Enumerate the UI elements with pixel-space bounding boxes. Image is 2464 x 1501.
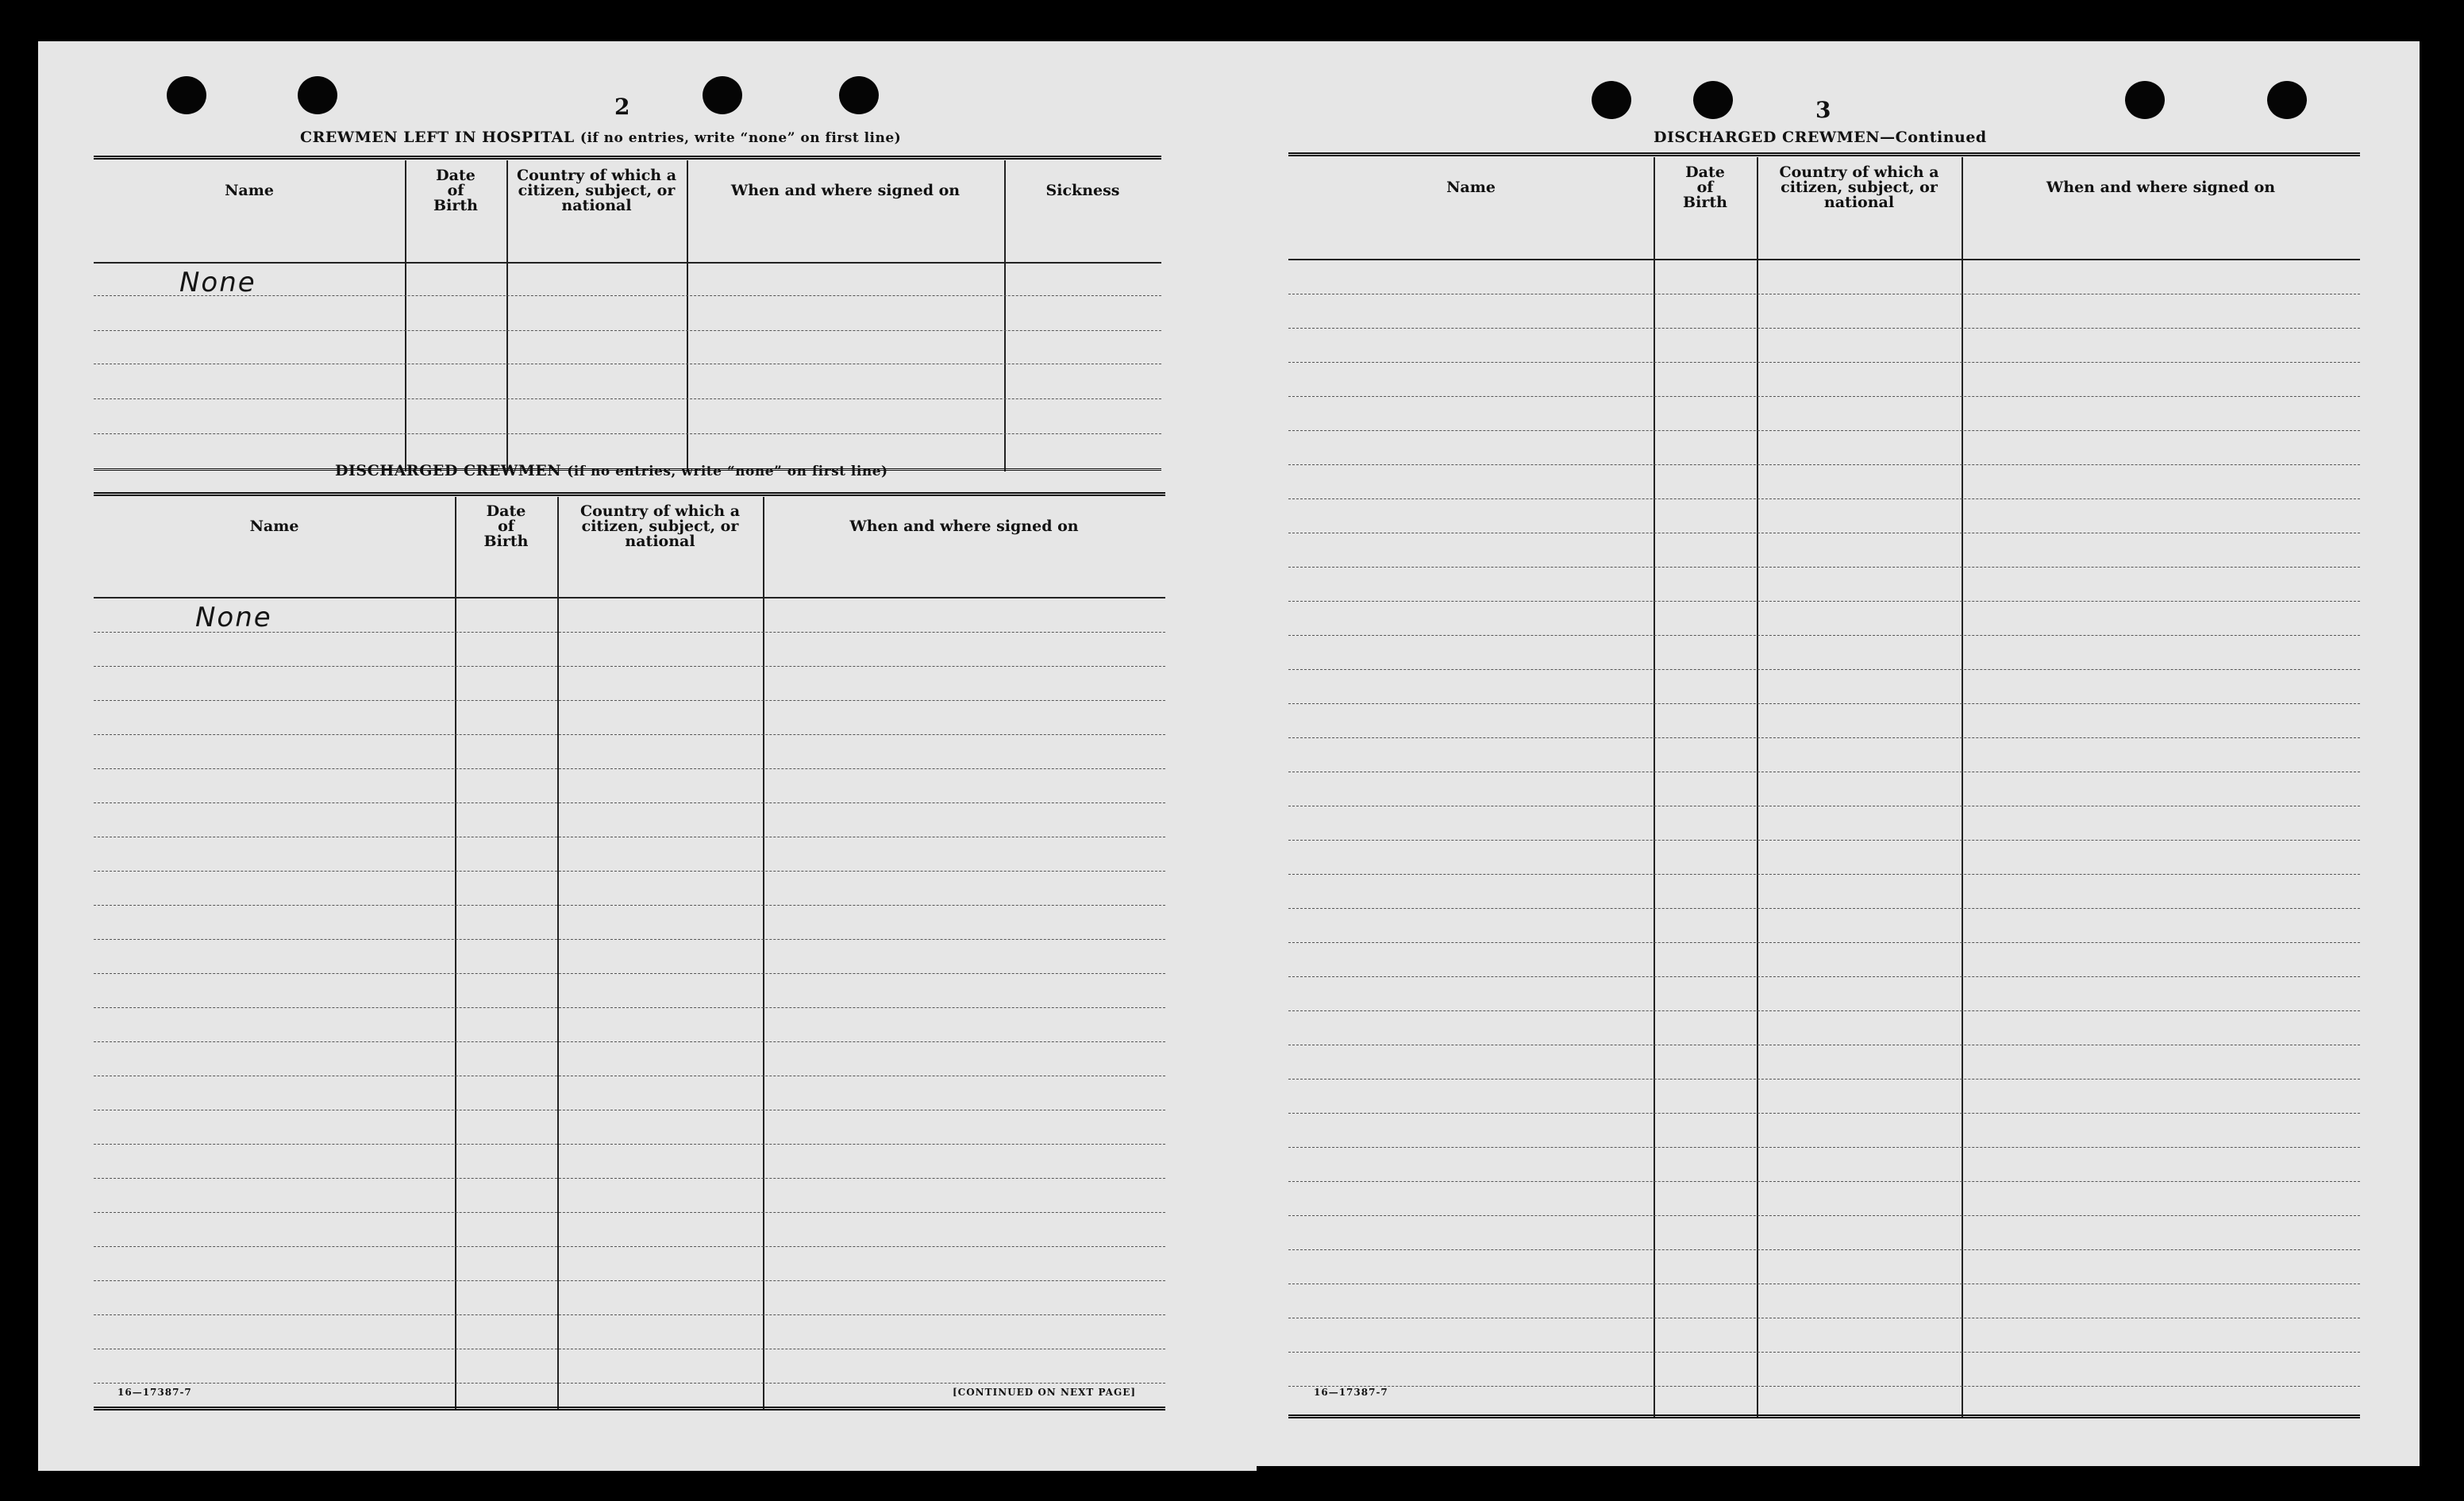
ruled-line	[1288, 601, 2360, 602]
ruled-line	[94, 1041, 1165, 1042]
ruled-line	[94, 1178, 1165, 1179]
column-header-date-of-birth: Date of Birth	[433, 166, 478, 214]
ruled-line	[1288, 635, 2360, 636]
handwritten-entry: None	[179, 267, 256, 298]
ruled-line	[94, 1007, 1165, 1008]
column-header-date-of-birth: Date of Birth	[1683, 163, 1727, 211]
column-header-name: Name	[249, 517, 299, 535]
ruled-line	[1288, 976, 2360, 977]
ruled-line	[1288, 737, 2360, 738]
discharged-continued-table	[1288, 152, 2360, 1422]
ruled-line	[94, 1314, 1165, 1315]
ruled-line	[1288, 1113, 2360, 1114]
ruled-line	[94, 734, 1165, 735]
ruled-line	[94, 939, 1165, 940]
ruled-line	[94, 871, 1165, 872]
handwritten-entry: None	[195, 602, 272, 633]
ruled-line	[1288, 840, 2360, 841]
ruled-line	[1288, 874, 2360, 875]
ruled-line	[1288, 1079, 2360, 1080]
ruled-line	[1288, 1215, 2360, 1216]
hospital-table	[94, 156, 1161, 471]
column-header-name: Name	[1446, 178, 1496, 196]
ruled-line	[1288, 703, 2360, 704]
punch-hole	[2125, 81, 2165, 119]
ruled-line	[94, 802, 1165, 803]
ruled-line	[1288, 942, 2360, 943]
punch-hole	[2267, 81, 2307, 119]
column-header-country: Country of which a citizen, subject, or national	[516, 166, 677, 214]
punch-hole	[298, 76, 337, 114]
ruled-line	[1288, 908, 2360, 909]
column-header-country: Country of which a citizen, subject, or national	[1779, 163, 1939, 211]
ruled-line	[1288, 1010, 2360, 1011]
ruled-line	[94, 1212, 1165, 1213]
ruled-line	[94, 905, 1165, 906]
ruled-line	[1288, 1181, 2360, 1182]
ruled-line	[94, 973, 1165, 974]
ruled-line	[1288, 328, 2360, 329]
column-header-date-of-birth: Date of Birth	[483, 502, 529, 550]
ruled-line	[94, 768, 1165, 769]
punch-hole	[703, 76, 742, 114]
punch-hole	[1592, 81, 1631, 119]
ruled-line	[1288, 669, 2360, 670]
column-header-signed-on: When and where signed on	[730, 181, 961, 199]
ruled-line	[1288, 1147, 2360, 1148]
punch-hole	[839, 76, 879, 114]
discharged-section-title: DISCHARGED CREWMEN (if no entries, write “none” on first line)	[335, 462, 888, 479]
form-number: 16—17387-7	[1314, 1387, 1388, 1398]
punch-hole	[1693, 81, 1733, 119]
column-header-sickness: Sickness	[1045, 181, 1120, 199]
ruled-line	[1288, 1249, 2360, 1250]
section-title: DISCHARGED CREWMEN—Continued	[1654, 129, 1987, 146]
ruled-line	[1288, 396, 2360, 397]
ruled-line	[94, 1280, 1165, 1281]
left-page	[38, 41, 1257, 1471]
ruled-line	[1288, 362, 2360, 363]
discharged-table	[94, 492, 1165, 1414]
hospital-section-title: CREWMEN LEFT IN HOSPITAL (if no entries, write “none” on first line)	[300, 129, 902, 146]
continued-note: [CONTINUED ON NEXT PAGE]	[953, 1387, 1137, 1398]
page-number: 3	[1815, 97, 1831, 123]
column-header-country: Country of which a citizen, subject, or national	[579, 502, 741, 550]
ruled-line	[94, 700, 1165, 701]
form-number: 16—17387-7	[117, 1387, 192, 1398]
ruled-line	[94, 1246, 1165, 1247]
ruled-line	[1288, 1352, 2360, 1353]
ruled-line	[94, 666, 1165, 667]
column-header-signed-on: When and where signed on	[849, 517, 1079, 535]
ruled-line	[1288, 567, 2360, 568]
right-page	[1257, 41, 2420, 1466]
punch-hole	[167, 76, 206, 114]
ruled-line	[1288, 1386, 2360, 1387]
ruled-line	[1288, 430, 2360, 431]
ruled-line	[94, 1144, 1165, 1145]
ruled-line	[1288, 464, 2360, 465]
ruled-line	[1288, 498, 2360, 499]
ruled-line	[94, 1383, 1165, 1384]
page-number: 2	[614, 94, 630, 120]
column-header-signed-on: When and where signed on	[2046, 178, 2276, 196]
column-header-name: Name	[225, 181, 274, 199]
